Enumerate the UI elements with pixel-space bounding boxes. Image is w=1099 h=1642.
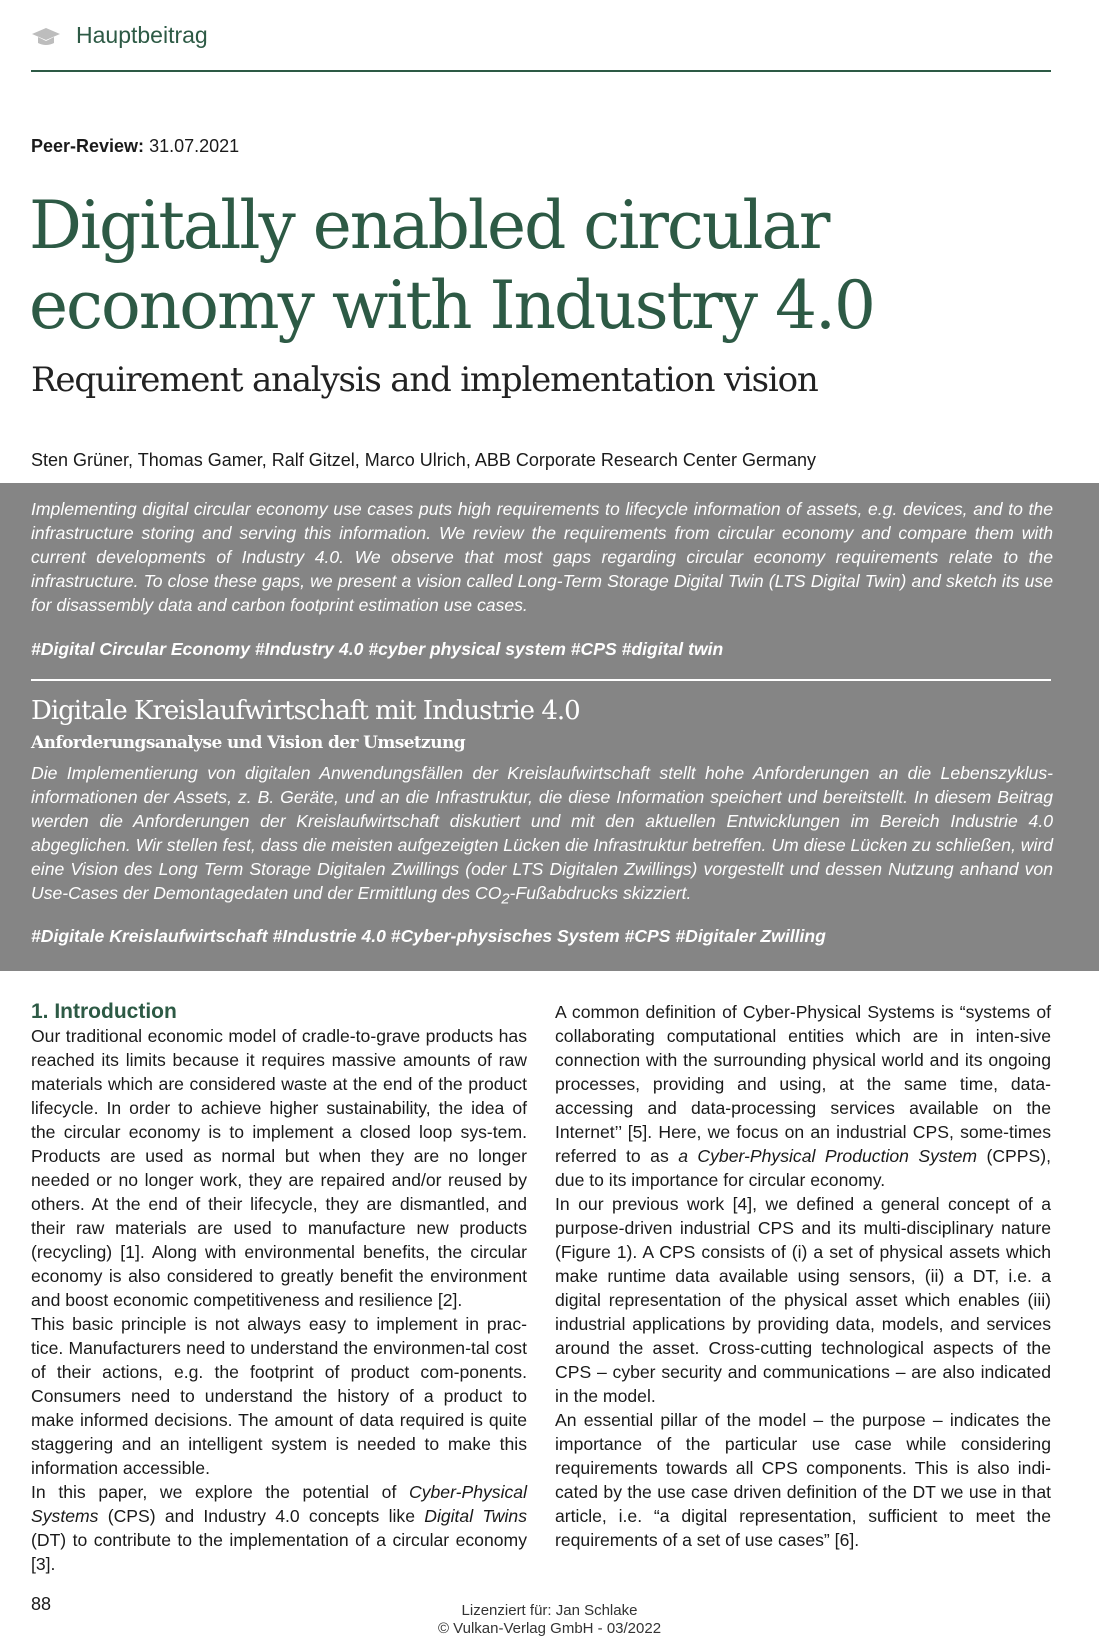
license-line-1: Lizenziert für: Jan Schlake (461, 1602, 638, 1619)
abstract-english: Implementing digital circular economy use cases puts high requirements to lifecycle information of assets, e.g. devices, and to the infrastructure storing and serving this information. We review the requirements from circular economy and compare them with current developments of Industry 4.0. We observe that most gaps regarding circular economy requirements relate to the infrastructure. To close these gaps, we present a vision called Long-Term Storage Digital Twin (LTS Digital Twin) and sketch its use for disassembly data and carbon footprint estimation use cases. (31, 499, 1053, 615)
text-run: A common definition of Cyber-Physical Systems is “systems of collaborating computational entities which are in inten-sive connection with the surrounding physical world and its ongoing processes, providing and using, at the same time, data-accessing and data-processing services available on the Internet’’ [5]. Here, we focus on an industrial CPS, some-times referred to as (555, 1002, 1051, 1166)
text-run: (CPS) and Industry 4.0 concepts like (98, 1506, 425, 1526)
article-title (29, 186, 1029, 346)
emphasis: a Cyber-Physical Production System (678, 1146, 978, 1166)
abstract-german-text-end: -Fußabdrucks skizziert. (509, 883, 692, 903)
page-number: 88 (31, 1594, 52, 1614)
graduation-cap-icon (31, 26, 61, 48)
abstract-divider (31, 679, 1051, 681)
authors: Sten Grüner, Thomas Gamer, Ralf Gitzel, Marco Ulrich, ABB Corporate Research Center Germany (31, 450, 816, 470)
introduction-heading: 1. Introduction (31, 1000, 177, 1023)
article-subtitle: Requirement analysis and implementation vision (31, 360, 818, 400)
peer-review-label: Peer-Review: (31, 136, 145, 156)
section-label: Hauptbeitrag (76, 22, 208, 48)
title-line-2: economy with Industry 4.0 (29, 267, 874, 344)
paragraph: Our traditional economic model of cradle-to-grave products has reached its limits because it requires massive amounts of raw materials which are considered waste at the end of the product lifecycle. In order to achieve higher sustainability, the idea of the circular economy is to implement a closed loop sys-tem. Products are used as normal but when they are no longer needed or no longer work, they are repaired and/or reused by others. At the end of their lifecycle, they are dismantled, and their raw materials are used to manufacture new products (recycling) [1]. Along with environmental benefits, the circular economy is also considered to greatly benefit the environment and boost economic competitiveness and resilience [2]. (31, 1026, 527, 1310)
abstract-german-text: Die Implementierung von digitalen Anwendungsfällen der Kreislaufwirtschaft stellt hohe Anforderungen an die Lebenszyklus-informationen der Assets, z. B. Geräte, und an die Infrastruktur, die diese Information speichert und bereitstellt. In diesem Beitrag werden die Anforderungen der Kreislaufwirtschaft diskutiert und mit den aktuellen Entwicklungen im Bereich Industrie 4.0 abgeglichen. Wir stellen fest, dass die meisten aufgezeigten Lücken die Infrastruktur betreffen. Um diese Lücken zu schließen, wird eine Vision des Long Term Storage Digitalen Zwillings (oder LTS Digitalen Zwillings) vorgestellt und dessen Nutzung anhand von Use-Cases der Demontagedaten und der Ermittlung des CO (31, 763, 1053, 903)
abstract-german (31, 761, 1053, 912)
text-run: (DT) to contribute to the implementation of a circular economy [3]. (31, 1530, 527, 1574)
german-subtitle: Anforderungsanalyse und Vision der Umsetzung (31, 733, 466, 753)
text-run: (CPPS), due to its importance for circular economy. (555, 1146, 1052, 1190)
abstract-box (0, 483, 1099, 971)
license-line-2: © Vulkan-Verlag GmbH - 03/2022 (437, 1620, 662, 1637)
right-column (555, 1000, 1051, 1552)
keywords-english: #Digital Circular Economy #Industry 4.0 #cyber physical system #CPS #digital twin (31, 639, 724, 659)
keywords-german: #Digitale Kreislaufwirtschaft #Industrie 4.0 #Cyber-physisches System #CPS #Digitaler Zwilling (31, 926, 826, 946)
page-header (31, 18, 1051, 72)
title-line-1: Digitally enabled circular (29, 187, 829, 264)
emphasis: Cyber-Physical Systems (31, 1482, 527, 1526)
german-title: Digitale Kreislaufwirtschaft mit Industrie 4.0 (31, 696, 580, 726)
paragraph: In our previous work [4], we defined a general concept of a purpose-driven industrial CPS and its multi-disciplinary nature (Figure 1). A CPS consists of (i) a set of physical assets which make runtime data available using sensors, (ii) a DT, i.e. a digital representation of the physical asset which enables (iii) industrial applications by providing data, models, and services around the asset. Cross-cutting technological aspects of the CPS – cyber security and communications – are also indicated in the model. (555, 1194, 1051, 1406)
co2-subscript: 2 (501, 891, 510, 908)
peer-review-line (31, 136, 239, 157)
paragraph (555, 1000, 1051, 1192)
text-run: In this paper, we explore the potential of (31, 1482, 409, 1502)
paragraph (31, 1480, 527, 1576)
emphasis: Digital Twins (424, 1506, 527, 1526)
paragraph: This basic principle is not always easy to implement in prac-tice. Manufacturers need to understand the environmen-tal cost of their actions, e.g. the footprint of product com-ponents. Consumers need to understand the history of a product to make informed decisions. The amount of data required is quite staggering and an intelligent system is needed to make this information accessible. (31, 1314, 527, 1478)
peer-review-date: 31.07.2021 (149, 136, 240, 156)
paragraph: An essential pillar of the model – the purpose – indicates the importance of the particular use case while considering requirements towards all CPS components. This is also indi-cated by the use case driven definition of the DT we use in that article, i.e. “a digital representation, sufficient to meet the requirements of a set of use cases” [6]. (555, 1410, 1051, 1550)
left-column (31, 1000, 527, 1576)
